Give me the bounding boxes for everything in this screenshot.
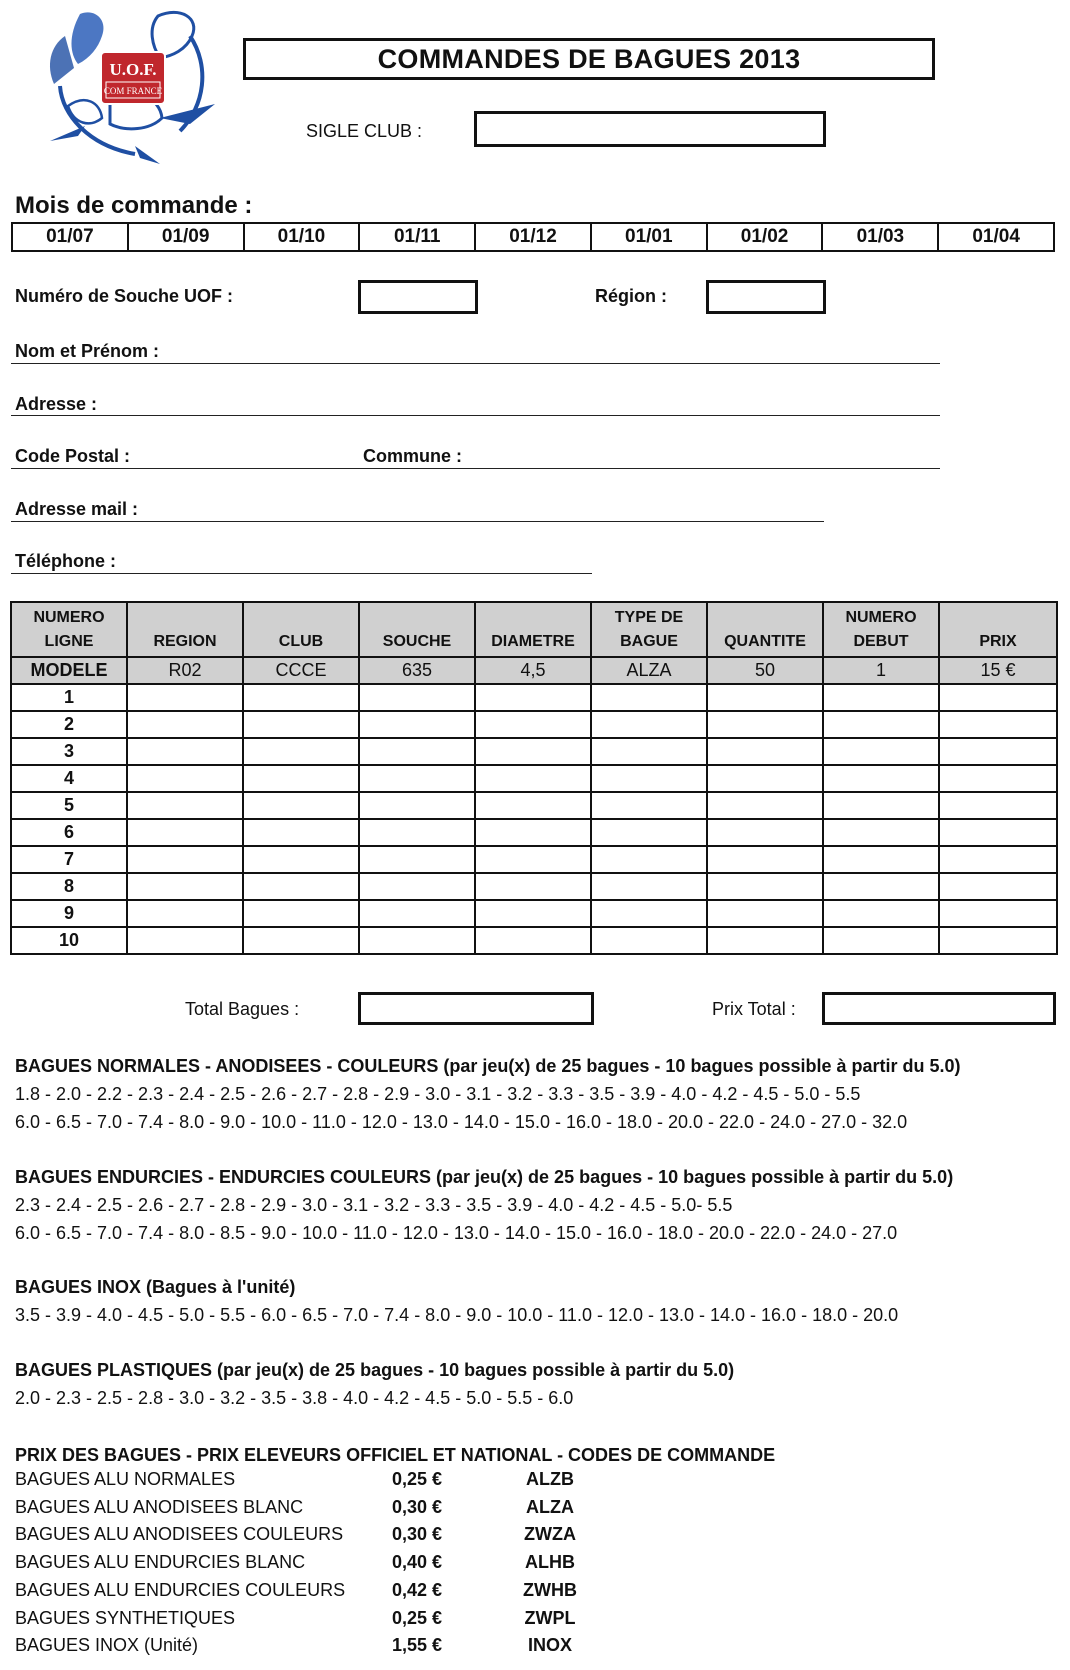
- code-postal-label: Code Postal :: [15, 446, 131, 466]
- order-cell[interactable]: [359, 711, 475, 738]
- model-cell: CCCE: [243, 657, 359, 684]
- order-cell[interactable]: [243, 765, 359, 792]
- order-cell[interactable]: [591, 684, 707, 711]
- adresse-label: Adresse :: [15, 394, 98, 414]
- logo-text: U.O.F.: [109, 60, 157, 79]
- section-sizes: 6.0 - 6.5 - 7.0 - 7.4 - 8.0 - 9.0 - 10.0 - 11.0 - 12.0 - 13.0 - 14.0 - 15.0 - 16.0 - 18.0 - 20.0 - 22.0 - 24.0 - 27.0 - 32.0: [15, 1112, 908, 1132]
- model-cell: ALZA: [591, 657, 707, 684]
- order-row: [11, 684, 1057, 711]
- col-header-numero-ligne: NUMERO LIGNE: [11, 602, 127, 657]
- order-cell[interactable]: [707, 900, 823, 927]
- order-cell[interactable]: [939, 900, 1057, 927]
- order-cell[interactable]: [591, 792, 707, 819]
- model-cell: 4,5: [475, 657, 591, 684]
- adresse-field[interactable]: [11, 415, 940, 416]
- price-name: BAGUES ALU ANODISEES COULEURS: [15, 1524, 344, 1545]
- order-cell[interactable]: [127, 711, 243, 738]
- price-code: ZWHB: [523, 1579, 577, 1600]
- order-cell[interactable]: [359, 738, 475, 765]
- line-number: 5: [11, 792, 127, 819]
- order-cell[interactable]: [591, 846, 707, 873]
- order-cell[interactable]: [359, 873, 475, 900]
- month-option[interactable]: 01/03: [823, 224, 939, 250]
- order-cell[interactable]: [591, 765, 707, 792]
- order-cell[interactable]: [939, 711, 1057, 738]
- order-cell[interactable]: [939, 846, 1057, 873]
- price-value: 0,42 €: [392, 1579, 443, 1600]
- prix-total-field[interactable]: [822, 992, 1056, 1025]
- price-code: ALZA: [526, 1496, 574, 1517]
- order-cell[interactable]: [243, 684, 359, 711]
- month-option[interactable]: 01/02: [708, 224, 824, 250]
- order-cell[interactable]: [475, 819, 591, 846]
- section-endurcies: [15, 1163, 1055, 1247]
- price-name: BAGUES INOX (Unité): [15, 1635, 199, 1656]
- nom-prenom-label: Nom et Prénom :: [15, 341, 160, 361]
- col-header-club: CLUB: [243, 602, 359, 657]
- order-cell[interactable]: [127, 792, 243, 819]
- order-cell[interactable]: [243, 873, 359, 900]
- order-cell[interactable]: [939, 765, 1057, 792]
- total-bagues-label: Total Bagues :: [185, 999, 300, 1019]
- col-header-souche: SOUCHE: [359, 602, 475, 657]
- section-title: BAGUES INOX (Bagues à l'unité): [15, 1277, 296, 1297]
- order-cell[interactable]: [475, 792, 591, 819]
- order-row: [11, 711, 1057, 738]
- price-value: 1,55 €: [392, 1635, 443, 1656]
- price-code: INOX: [527, 1635, 572, 1656]
- model-row: [11, 657, 1057, 684]
- order-cell[interactable]: [359, 900, 475, 927]
- month-option[interactable]: 01/12: [476, 224, 592, 250]
- col-header-diametre: DIAMETRE: [475, 602, 591, 657]
- section-sizes: 6.0 - 6.5 - 7.0 - 7.4 - 8.0 - 8.5 - 9.0 - 10.0 - 11.0 - 12.0 - 13.0 - 14.0 - 15.0 - 16.0 - 18.0 - 20.0 - 22.0 - 24.0 - 27.0: [15, 1223, 898, 1243]
- order-cell[interactable]: [475, 738, 591, 765]
- section-sizes: 2.3 - 2.4 - 2.5 - 2.6 - 2.7 - 2.8 - 2.9 - 3.0 - 3.1 - 3.2 - 3.3 - 3.5 - 3.9 - 4.0 - 4.2 - 4.5 - 5.0- 5.5: [15, 1195, 733, 1215]
- order-cell[interactable]: [823, 792, 939, 819]
- price-name: BAGUES ALU ENDURCIES BLANC: [15, 1552, 306, 1573]
- price-code: ALZB: [526, 1469, 574, 1489]
- order-cell[interactable]: [707, 738, 823, 765]
- code-postal-commune-field[interactable]: [11, 468, 940, 469]
- order-cell[interactable]: [475, 711, 591, 738]
- order-cell[interactable]: [823, 873, 939, 900]
- logo-subtext: COM FRANCE: [103, 86, 163, 96]
- order-cell[interactable]: [475, 846, 591, 873]
- order-cell[interactable]: [475, 927, 591, 954]
- adresse-mail-label: Adresse mail :: [15, 499, 139, 519]
- price-row: [15, 1552, 715, 1579]
- line-number: 1: [11, 684, 127, 711]
- order-row: [11, 765, 1057, 792]
- section-title: BAGUES PLASTIQUES (par jeu(x) de 25 bagues - 10 bagues possible à partir du 5.0): [15, 1360, 735, 1380]
- order-cell[interactable]: [243, 819, 359, 846]
- month-option[interactable]: 01/07: [13, 224, 129, 250]
- prix-total-label: Prix Total :: [712, 999, 796, 1019]
- section-inox: [15, 1273, 1055, 1329]
- order-cell[interactable]: [823, 765, 939, 792]
- order-cell[interactable]: [127, 765, 243, 792]
- order-cell[interactable]: [127, 819, 243, 846]
- price-name: BAGUES SYNTHETIQUES: [15, 1607, 236, 1628]
- order-cell[interactable]: [475, 873, 591, 900]
- telephone-label: Téléphone :: [15, 551, 117, 571]
- model-cell: 15 €: [939, 657, 1057, 684]
- souche-label: Numéro de Souche UOF :: [15, 286, 234, 306]
- order-cell[interactable]: [591, 927, 707, 954]
- uof-logo: [40, 6, 230, 168]
- line-number: 3: [11, 738, 127, 765]
- line-number: 9: [11, 900, 127, 927]
- order-cell[interactable]: [591, 900, 707, 927]
- order-cell[interactable]: [823, 819, 939, 846]
- adresse-mail-field[interactable]: [11, 521, 824, 522]
- order-cell[interactable]: [823, 846, 939, 873]
- line-number: 2: [11, 711, 127, 738]
- order-row: [11, 738, 1057, 765]
- col-header-region: REGION: [127, 602, 243, 657]
- order-cell[interactable]: [359, 792, 475, 819]
- month-option[interactable]: 01/04: [972, 226, 1020, 247]
- order-cell[interactable]: [243, 846, 359, 873]
- line-number: 8: [11, 873, 127, 900]
- order-cell[interactable]: [707, 927, 823, 954]
- col-header-numero-debut: NUMERO DEBUT: [823, 602, 939, 657]
- order-cell[interactable]: [707, 792, 823, 819]
- order-cell[interactable]: [591, 873, 707, 900]
- order-row: [11, 819, 1057, 846]
- line-number: 10: [11, 927, 127, 954]
- order-row: [11, 846, 1057, 873]
- sigle-club-label: SIGLE CLUB :: [306, 121, 423, 141]
- order-cell[interactable]: [823, 738, 939, 765]
- commune-label: Commune :: [363, 446, 462, 466]
- table-header-row: [11, 602, 1057, 657]
- price-code: ZWZA: [524, 1524, 576, 1545]
- order-cell[interactable]: [359, 819, 475, 846]
- price-name: BAGUES ALU ENDURCIES COULEURS: [15, 1579, 346, 1600]
- order-cell[interactable]: [475, 684, 591, 711]
- order-cell[interactable]: [939, 738, 1057, 765]
- model-cell: MODELE: [11, 657, 127, 684]
- model-cell: 635: [359, 657, 475, 684]
- price-value: 0,30 €: [392, 1496, 443, 1517]
- order-cell[interactable]: [591, 738, 707, 765]
- price-row: [15, 1635, 715, 1662]
- order-cell[interactable]: [823, 900, 939, 927]
- price-value: 0,40 €: [392, 1552, 443, 1573]
- order-cell[interactable]: [127, 900, 243, 927]
- model-cell: 50: [707, 657, 823, 684]
- order-cell[interactable]: [475, 900, 591, 927]
- line-number: 7: [11, 846, 127, 873]
- order-cell[interactable]: [707, 846, 823, 873]
- order-cell[interactable]: [823, 927, 939, 954]
- price-row: [15, 1497, 715, 1524]
- sigle-club-field[interactable]: [474, 111, 826, 147]
- order-cell[interactable]: [127, 846, 243, 873]
- section-sizes: 1.8 - 2.0 - 2.2 - 2.3 - 2.4 - 2.5 - 2.6 - 2.7 - 2.8 - 2.9 - 3.0 - 3.1 - 3.2 - 3.3 - 3.5 - 3.9 - 4.0 - 4.2 - 4.5 - 5.0 - 5.5: [15, 1084, 861, 1104]
- model-cell: R02: [127, 657, 243, 684]
- price-value: 0,25 €: [392, 1469, 443, 1489]
- order-cell[interactable]: [127, 873, 243, 900]
- prices-title: PRIX DES BAGUES - PRIX ELEVEURS OFFICIEL ET NATIONAL - CODES DE COMMANDE: [15, 1445, 776, 1465]
- order-row: [11, 927, 1057, 954]
- order-cell[interactable]: [127, 684, 243, 711]
- section-normales: [15, 1052, 1055, 1136]
- price-name: BAGUES ALU ANODISEES BLANC: [15, 1496, 304, 1517]
- line-number: 4: [11, 765, 127, 792]
- price-code: ALHB: [525, 1552, 575, 1573]
- nom-prenom-field[interactable]: [11, 363, 940, 364]
- month-option[interactable]: 01/11: [360, 224, 476, 250]
- order-cell[interactable]: [243, 900, 359, 927]
- telephone-field[interactable]: [11, 573, 592, 574]
- order-cell[interactable]: [243, 711, 359, 738]
- order-cell[interactable]: [939, 873, 1057, 900]
- price-value: 0,25 €: [392, 1607, 443, 1628]
- col-header-type-bague: TYPE DE BAGUE: [591, 602, 707, 657]
- order-cell[interactable]: [591, 711, 707, 738]
- order-cell[interactable]: [243, 927, 359, 954]
- col-header-quantite: QUANTITE: [707, 602, 823, 657]
- order-cell[interactable]: [939, 792, 1057, 819]
- section-sizes: 2.0 - 2.3 - 2.5 - 2.8 - 3.0 - 3.2 - 3.5 - 3.8 - 4.0 - 4.2 - 4.5 - 5.0 - 5.5 - 6.0: [15, 1388, 574, 1408]
- section-plastiques: [15, 1356, 1055, 1412]
- region-field[interactable]: [706, 280, 826, 314]
- order-cell[interactable]: [359, 765, 475, 792]
- price-row: [15, 1469, 715, 1496]
- order-cell[interactable]: [475, 765, 591, 792]
- order-rows: [11, 684, 1057, 954]
- souche-field[interactable]: [358, 280, 478, 314]
- order-cell[interactable]: [707, 684, 823, 711]
- price-row: [15, 1524, 715, 1551]
- order-cell[interactable]: [823, 684, 939, 711]
- price-row: [15, 1580, 715, 1607]
- order-cell[interactable]: [127, 927, 243, 954]
- order-row: [11, 873, 1057, 900]
- col-header-prix: PRIX: [939, 602, 1057, 657]
- order-cell[interactable]: [243, 792, 359, 819]
- order-cell[interactable]: [359, 684, 475, 711]
- order-cell[interactable]: [359, 927, 475, 954]
- section-title: BAGUES NORMALES - ANODISEES - COULEURS (par jeu(x) de 25 bagues - 10 bagues possible à partir du 5.0): [15, 1056, 961, 1076]
- price-value: 0,30 €: [392, 1524, 443, 1545]
- order-cell[interactable]: [243, 738, 359, 765]
- month-option[interactable]: 01/01: [592, 224, 708, 250]
- month-option[interactable]: 01/10: [245, 224, 361, 250]
- total-bagues-field[interactable]: [358, 992, 594, 1025]
- month-selector: [11, 222, 1055, 252]
- order-row: [11, 900, 1057, 927]
- month-option[interactable]: 01/09: [129, 224, 245, 250]
- order-row: [11, 792, 1057, 819]
- order-cell[interactable]: [127, 738, 243, 765]
- price-row: [15, 1608, 715, 1635]
- orders-table: [10, 601, 1058, 955]
- model-cell: 1: [823, 657, 939, 684]
- order-cell[interactable]: [707, 765, 823, 792]
- region-label: Région :: [595, 286, 667, 306]
- order-cell[interactable]: [939, 684, 1057, 711]
- order-cell[interactable]: [707, 819, 823, 846]
- order-cell[interactable]: [707, 873, 823, 900]
- line-number: 6: [11, 819, 127, 846]
- mois-commande-label: Mois de commande :: [15, 192, 253, 219]
- order-cell[interactable]: [707, 711, 823, 738]
- order-cell[interactable]: [359, 846, 475, 873]
- section-title: BAGUES ENDURCIES - ENDURCIES COULEURS (par jeu(x) de 25 bagues - 10 bagues possible à partir du 5.0): [15, 1167, 954, 1187]
- page-title: COMMANDES DE BAGUES 2013: [243, 38, 935, 80]
- price-code: ZWPL: [524, 1607, 576, 1628]
- price-name: BAGUES ALU NORMALES: [15, 1469, 236, 1489]
- order-cell[interactable]: [823, 711, 939, 738]
- section-sizes: 3.5 - 3.9 - 4.0 - 4.5 - 5.0 - 5.5 - 6.0 - 6.5 - 7.0 - 7.4 - 8.0 - 9.0 - 10.0 - 11.0 - 12.0 - 13.0 - 14.0 - 16.0 - 18.0 - 20.0: [15, 1305, 899, 1325]
- order-cell[interactable]: [939, 819, 1057, 846]
- order-cell[interactable]: [591, 819, 707, 846]
- order-cell[interactable]: [939, 927, 1057, 954]
